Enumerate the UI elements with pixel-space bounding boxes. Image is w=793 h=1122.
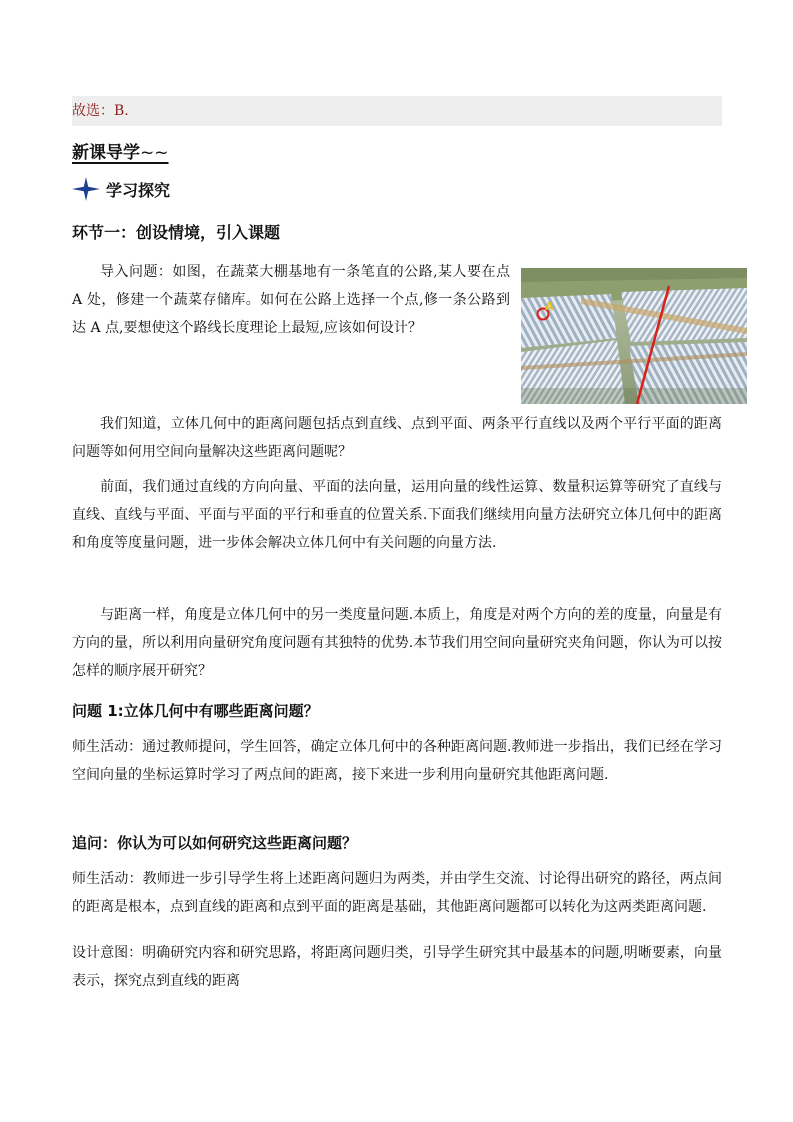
question-2-activity: 师生活动：教师进一步引导学生将上述距离问题归为两类，并由学生交流、讨论得出研究的路径，两点间的距离是根本，点到直线的距离和点到平面的距离是基础，其他距离问题都可以转化为这两类距离问题. bbox=[72, 871, 722, 915]
answer-text: 故选：B. bbox=[72, 103, 129, 119]
section-title bbox=[72, 138, 169, 163]
subhead-text: 学习探究 bbox=[106, 180, 171, 200]
greenhouse-illustration bbox=[521, 268, 747, 404]
section-title-text: 新课导学 bbox=[72, 143, 140, 163]
question-1-activity: 师生活动：通过教师提问，学生回答，确定立体几何中的各种距离问题.教师进一步指出，我们已经在学习空间向量的坐标运算时学习了两点间的距离，接下来进一步利用向量研究其他距离问题. bbox=[72, 739, 722, 783]
section-title-tail: ~~ bbox=[140, 143, 169, 163]
paragraph-3: 与距离一样，角度是立体几何中的另一类度量问题.本质上，角度是对两个方向的差的度量，向量是有方向的量，所以利用向量研究角度问题有其独特的优势.本节我们用空间向量研究夹角问题，你认为可以按怎样的顺序展开研究？ bbox=[72, 607, 722, 679]
greenhouse-photo bbox=[521, 268, 747, 404]
question-2-heading: 追问：你认为可以如何研究这些距离问题？ bbox=[72, 834, 358, 852]
question-1-heading: 问题 1:立体几何中有哪些距离问题？ bbox=[72, 702, 319, 720]
point-a-label: A bbox=[545, 300, 554, 313]
design-intent: 设计意图：明确研究内容和研究思路，将距离问题归类，引导学生研究其中最基本的问题,明晰要素，向量表示，探究点到直线的距离 bbox=[72, 945, 722, 989]
subhead bbox=[72, 176, 170, 202]
paragraph-2: 前面，我们通过直线的方向向量、平面的法向量，运用向量的线性运算、数量积运算等研究了直线与直线、直线与平面、平面与平面的平行和垂直的位置关系.下面我们继续用向量方法研究立体几何中的距离和角度等度量问题，进一步体会解决立体几何中有关问题的向量方法. bbox=[72, 479, 722, 551]
answer-box bbox=[72, 96, 722, 126]
step-title: 环节一：创设情境，引入课题 bbox=[72, 223, 281, 242]
four-point-star-icon bbox=[72, 177, 100, 201]
paragraph-1: 我们知道，立体几何中的距离问题包括点到直线、点到平面、两条平行直线以及两个平行平面的距离问题等如何用空间向量解决这些距离问题呢？ bbox=[72, 416, 722, 460]
intro-paragraph: 导入问题：如图，在蔬菜大棚基地有一条笔直的公路,某人要在点 A 处，修建一个蔬菜存储库。如何在公路上选择一个点,修一条公路到达 A 点,要想使这个路线长度理论上最短,应该如何设计？ bbox=[72, 264, 510, 336]
